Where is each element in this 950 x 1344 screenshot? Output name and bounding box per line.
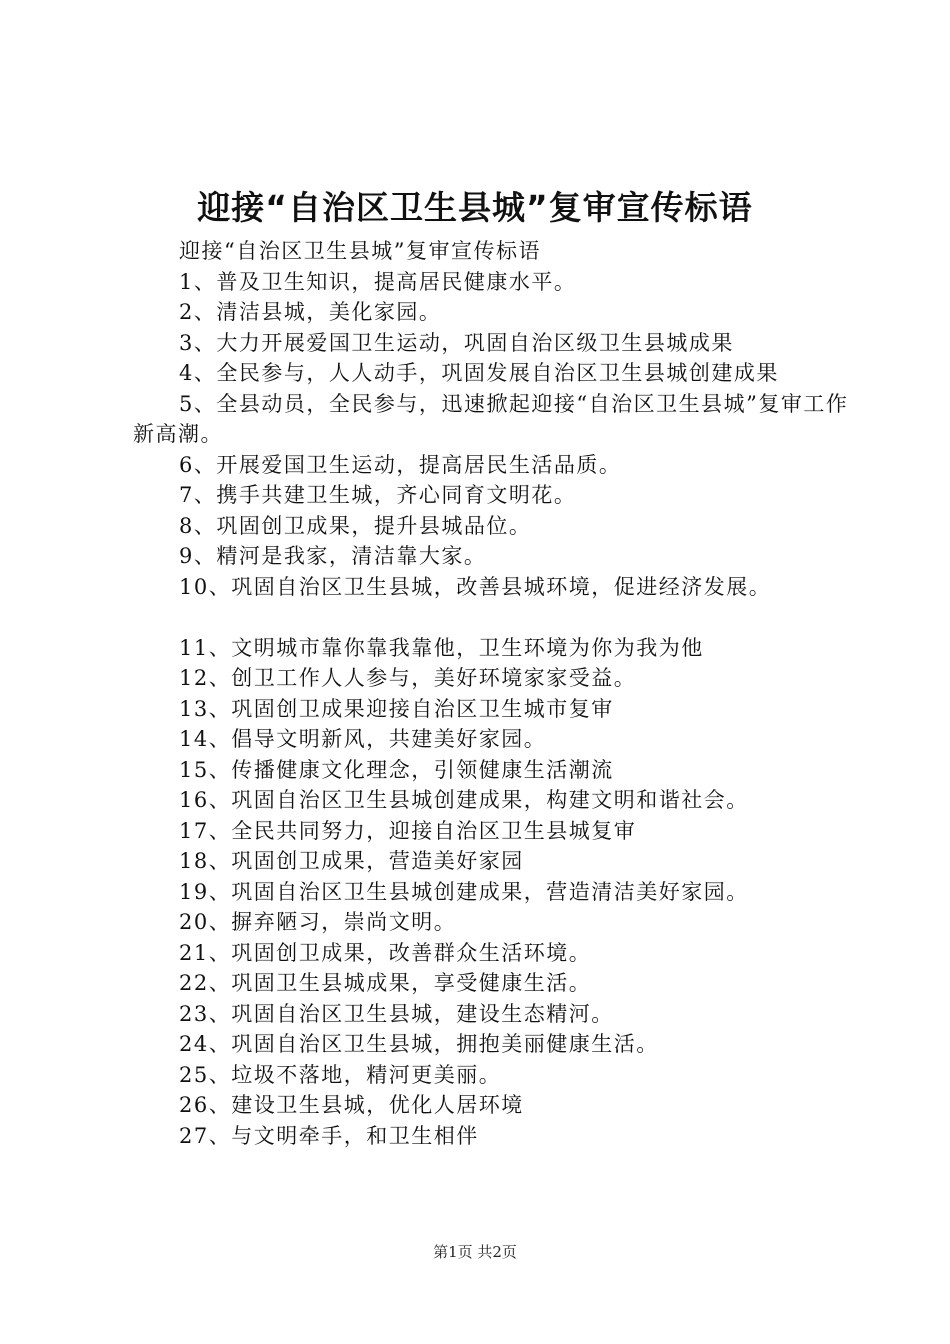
slogan-line: 14、倡导文明新风，共建美好家园。 [179,727,547,751]
slogan-line: 27、与文明牵手，和卫生相伴 [179,1123,479,1148]
slogan-line: 11、文明城市靠你靠我靠他，卫生环境为你为我为他 [179,635,704,660]
slogan-line: 26、建设卫生县城，优化人居环境 [179,1093,524,1117]
slogan-line: 18、巩固创卫成果，营造美好家园 [179,849,524,873]
slogan-line: 4、全民参与，人人动手，巩固发展自治区卫生县城创建成果 [179,361,779,385]
slogan-line: 19、巩固自治区卫生县城创建成果，营造清洁美好家园。 [179,879,749,904]
slogan-line: 9、精河是我家，清洁靠大家。 [179,544,487,568]
slogan-line: 3、大力开展爱国卫生运动，巩固自治区级卫生县城成果 [179,330,734,355]
slogan-line: 23、巩固自治区卫生县城，建设生态精河。 [179,1001,614,1026]
body-line: 迎接“自治区卫生县城”复审宣传标语 [179,239,541,263]
slogan-line: 24、巩固自治区卫生县城，拥抱美丽健康生活。 [179,1032,659,1056]
blank-line [133,602,863,633]
slogan-line: 6、开展爱国卫生运动，提高居民生活品质。 [179,452,622,477]
document-body [133,236,863,1151]
slogan-line: 10、巩固自治区卫生县城，改善县城环境，促进经济发展。 [179,574,772,599]
slogan-line: 13、巩固创卫成果迎接自治区卫生城市复审 [179,696,614,721]
slogan-line: 7、携手共建卫生城，齐心同育文明花。 [179,483,577,507]
slogan-line: 2、清洁县城，美化家园。 [179,300,442,324]
document-title: 迎接“自治区卫生县城”复审宣传标语 [197,188,753,227]
slogan-line: 8、巩固创卫成果，提升县城品位。 [179,513,532,538]
slogan-line: 12、创卫工作人人参与，美好环境家家受益。 [179,666,637,690]
slogan-line: 20、摒弃陋习，崇尚文明。 [179,910,457,934]
slogan-line: 25、垃圾不落地，精河更美丽。 [179,1062,502,1087]
slogan-line: 21、巩固创卫成果，改善群众生活环境。 [179,940,592,965]
page-footer: 第1页 共2页 [433,1243,517,1261]
slogan-line: 15、传播健康文化理念，引领健康生活潮流 [179,757,614,782]
slogan-line: 16、巩固自治区卫生县城创建成果，构建文明和谐社会。 [179,788,749,812]
slogan-line: 5、全县动员，全民参与，迅速掀起迎接“自治区卫生县城”复审工作新高潮。 [133,391,849,446]
slogan-line: 22、巩固卫生县城成果，享受健康生活。 [179,971,592,995]
slogan-line: 17、全民共同努力，迎接自治区卫生县城复审 [179,818,637,843]
slogan-line: 1、普及卫生知识，提高居民健康水平。 [179,269,577,294]
